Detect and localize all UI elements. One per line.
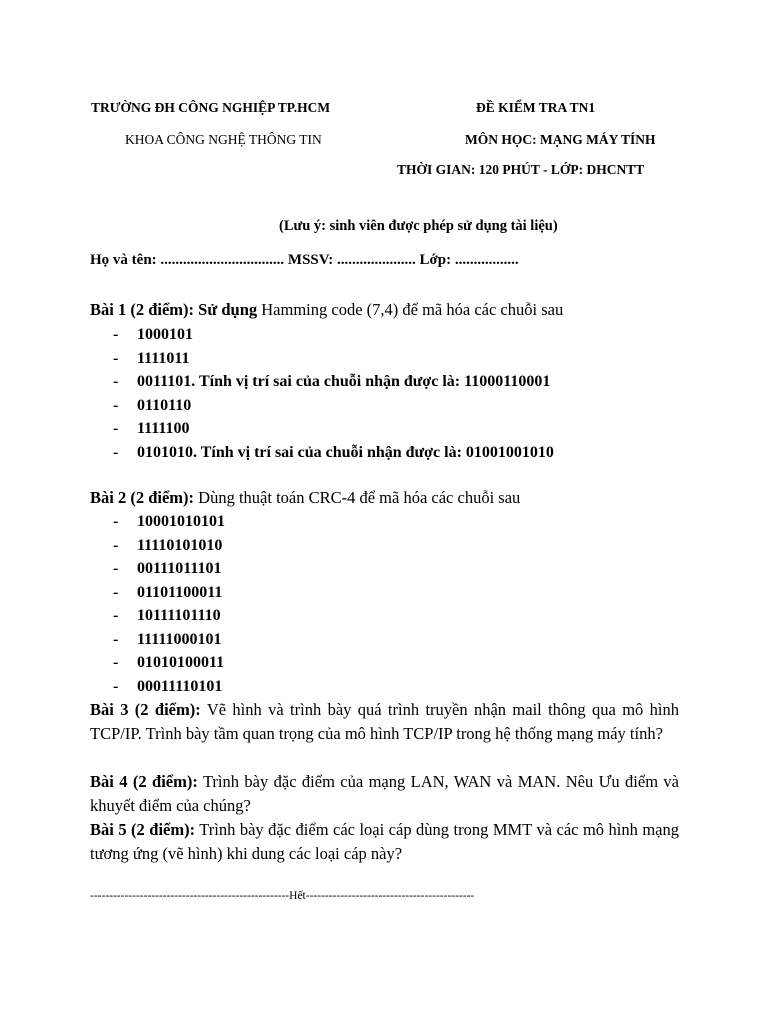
list-item-text: 10001010101 xyxy=(137,513,225,530)
list-item-text: 0110110 xyxy=(137,396,192,414)
question-1-text: Hamming code (7,4) để mã hóa các chuỗi sau xyxy=(257,300,564,319)
question-1-heading xyxy=(90,300,563,320)
subject-name: MÔN HỌC: MẠNG MÁY TÍNH xyxy=(465,132,656,147)
question-3-text: Vẽ hình và trình bày quá trình truyền nhận mail thông qua mô hình TCP/IP. Trình bày tầm quan trọng của mô hình TCP/IP trong hệ thống mạng máy tính? xyxy=(90,700,680,743)
list-item-text: 00111011101 xyxy=(137,560,222,577)
list-dash: - xyxy=(113,349,119,367)
question-1-title: Bài 1 (2 điểm): xyxy=(90,300,195,319)
question-2-list xyxy=(113,510,225,698)
list-item-text: 11110101010 xyxy=(137,536,223,554)
list-item xyxy=(113,534,225,558)
list-item-text: 01101100011 xyxy=(137,583,223,601)
question-2-text: Dùng thuật toán CRC-4 để mã hóa các chuỗi sau xyxy=(194,488,521,507)
question-4-text: Trình bày đặc điểm của mạng LAN, WAN và MAN. Nêu Ưu điểm và khuyết điểm của chúng? xyxy=(90,772,680,815)
list-dash: - xyxy=(113,536,119,554)
list-item xyxy=(113,394,554,418)
list-item-text: 0011101. Tính vị trí sai của chuỗi nhận được là: 11000110001 xyxy=(137,373,551,390)
list-item xyxy=(113,510,225,534)
list-item-text: 11111000101 xyxy=(137,630,222,648)
list-item-text: 01010100011 xyxy=(137,654,225,671)
list-dash: - xyxy=(113,396,119,414)
question-4-title: Bài 4 (2 điểm): xyxy=(90,772,198,791)
list-item xyxy=(113,581,225,605)
list-item-text: 1000101 xyxy=(137,326,193,343)
question-5-title: Bài 5 (2 điểm): xyxy=(90,820,196,839)
exam-title: ĐỀ KIỂM TRA TN1 xyxy=(476,100,596,115)
list-item xyxy=(113,417,554,441)
question-5-text: Trình bày đặc điểm các loại cáp dùng trong MMT và các mô hình mạng tương ứng (vẽ hình) khi dung các loại cáp này? xyxy=(90,820,679,863)
list-dash: - xyxy=(113,420,119,437)
list-item xyxy=(113,651,225,675)
question-3-title: Bài 3 (2 điểm): xyxy=(90,700,201,719)
list-item xyxy=(113,347,554,371)
question-1-lead: Sử dụng xyxy=(194,300,258,319)
question-1-list xyxy=(113,323,554,464)
list-dash: - xyxy=(113,373,119,390)
list-dash: - xyxy=(113,654,119,671)
exam-note: (Lưu ý: sinh viên được phép sử dụng tài liệu) xyxy=(279,218,558,234)
list-item-text: 10111101110 xyxy=(137,607,221,624)
list-item xyxy=(113,370,554,394)
list-item xyxy=(113,628,225,652)
list-dash: - xyxy=(113,677,119,695)
list-dash: - xyxy=(113,630,119,648)
list-item-text: 1111011 xyxy=(137,349,190,367)
question-5 xyxy=(90,818,679,866)
student-info: Họ và tên: ................................. MSSV: ..................... Lớp: ................. xyxy=(90,252,519,268)
list-item-text: 00011110101 xyxy=(137,677,223,695)
faculty-name: KHOA CÔNG NGHỆ THÔNG TIN xyxy=(125,132,322,147)
time-class: THỜI GIAN: 120 PHÚT - LỚP: DHCNTT xyxy=(397,162,645,177)
school-name: TRƯỜNG ĐH CÔNG NGHIỆP TP.HCM xyxy=(91,100,331,115)
list-dash: - xyxy=(113,443,119,461)
question-4 xyxy=(90,770,679,818)
list-item xyxy=(113,323,554,347)
list-item xyxy=(113,441,554,465)
list-dash: - xyxy=(113,607,119,624)
list-item xyxy=(113,557,225,581)
list-dash: - xyxy=(113,326,119,343)
question-2-heading xyxy=(90,488,520,508)
list-item-text: 1111100 xyxy=(137,420,190,437)
list-dash: - xyxy=(113,583,119,601)
list-dash: - xyxy=(113,560,119,577)
list-item xyxy=(113,675,225,699)
question-3 xyxy=(90,698,679,746)
list-item-text: 0101010. Tính vị trí sai của chuỗi nhận được là: 01001001010 xyxy=(137,443,554,461)
question-2-title: Bài 2 (2 điểm): xyxy=(90,488,195,507)
list-item xyxy=(113,604,225,628)
end-marker: ----------------------------------------------------Hết-------------------------------------------- xyxy=(90,890,475,902)
list-dash: - xyxy=(113,513,119,530)
